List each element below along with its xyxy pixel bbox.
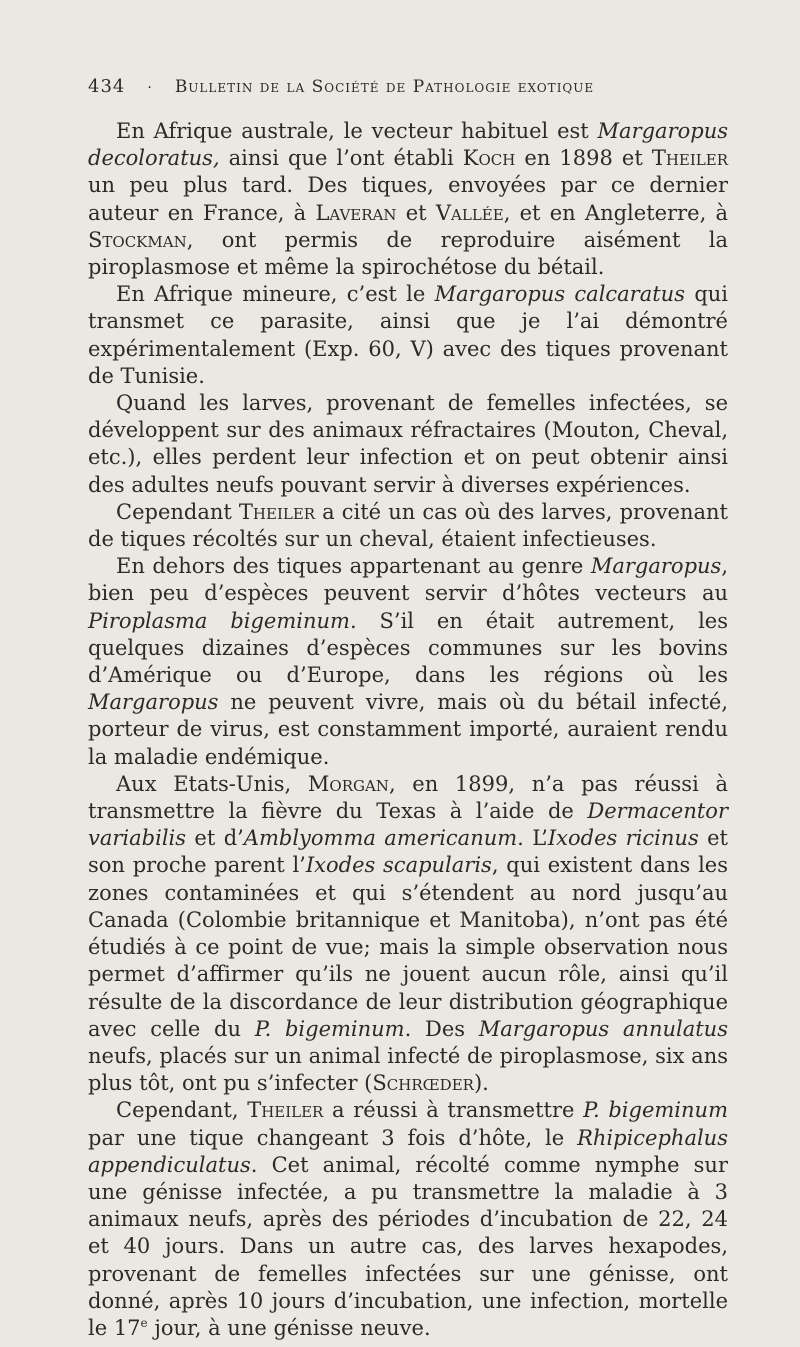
author-name: Stockman — [88, 227, 187, 252]
italic-run: P. bigeminum — [254, 1016, 405, 1041]
author-name: Laveran — [315, 200, 397, 225]
text-run: , ont permis de reproduire aisément la piroplasmose et même la spirochétose du bétail. — [88, 227, 728, 280]
text-run: En Afrique mineure, c’est le — [116, 282, 435, 307]
text-run: ). — [473, 1071, 489, 1096]
text-run: En dehors des tiques appartenant au genre — [116, 554, 591, 579]
text-run: Cependant, — [116, 1098, 248, 1123]
italic-run: P. bigeminum — [583, 1098, 728, 1123]
body-text — [88, 118, 728, 1342]
text-run: ne peuvent vivre, mais où du bétail infecté, porteur de virus, est constamment importé, auraient rendu la maladie endémique. — [88, 690, 728, 769]
text-run: , en 1899, n’a pas réussi à transmettre la fièvre du Texas à l’aide de — [88, 771, 728, 824]
text-run: et d’ — [186, 826, 244, 851]
text-run: a cité un cas où des larves, provenant de tiques récoltés sur un cheval, étaient infectieuses. — [88, 499, 728, 552]
italic-run: Amblyomma americanum — [243, 826, 518, 851]
italic-run: Margaropus — [590, 554, 722, 579]
italic-run: Dermacentor variabilis — [88, 799, 728, 851]
paragraph — [88, 118, 728, 281]
text-run: . Des — [404, 1016, 479, 1041]
italic-run: Margaropus annulatus — [478, 1016, 728, 1041]
text-run: en 1898 et — [515, 146, 652, 171]
italic-run: Margaropus — [88, 690, 219, 715]
author-name: Theiler — [247, 1098, 324, 1123]
text-run: par une tique changeant 3 fois d’hôte, le — [88, 1125, 578, 1150]
author-name: Vallée — [435, 200, 504, 225]
author-name: Theiler — [238, 499, 316, 524]
text-run: Cependant — [116, 499, 239, 524]
header-separator: · — [147, 80, 153, 96]
text-run: En Afrique australe, le vecteur habituel est — [116, 119, 598, 143]
text-run: un peu plus tard. Des tiques, envoyées par ce dernier auteur en France, à — [88, 173, 728, 225]
italic-run: Margaropus decoloratus, — [88, 119, 728, 171]
running-header — [88, 76, 728, 97]
italic-run: Ixodes scapularis — [305, 853, 492, 878]
paragraph — [88, 553, 728, 771]
italic-run: Rhipicephalus appendiculatus — [88, 1125, 728, 1177]
paragraph — [88, 1097, 728, 1342]
text-run: ainsi que l’ont établi — [219, 146, 463, 171]
author-name: Schrœder — [372, 1071, 474, 1096]
text-run: Quand les larves, provenant de femelles infectées, se développent sur des animaux réfractaires (Mouton, Cheval, etc.), elles perdent leur infection et on peut obtenir ainsi des adultes neufs pouvant servir à diverses expériences. — [88, 391, 728, 497]
text-run: a réussi à transmettre — [323, 1098, 584, 1123]
text-run: Aux Etats-Unis, — [116, 771, 308, 796]
text-run: neufs, placés sur un animal infecté de piroplasmose, six ans plus tôt, ont pu s’infecter ( — [88, 1043, 728, 1096]
text-run: . Cet animal, récolté comme nymphe sur une génisse infectée, a pu transmettre la maladie à 3 animaux neufs, après des périodes d’incubation de 22, 24 et 40 jours. Dans un autre cas, des larves hexapodes, provenant de femelles infectées sur une génisse, ont donné, après 10 jours d’incubation, une infection, mortelle le 17 — [88, 1152, 728, 1340]
text-run: et — [396, 200, 436, 225]
text-run: . L’ — [517, 826, 548, 851]
paragraph — [88, 499, 728, 553]
paragraph — [88, 281, 728, 390]
italic-run: Margaropus calcaratus — [434, 282, 685, 307]
author-name: Theiler — [651, 146, 728, 171]
italic-run: Ixodes ricinus — [547, 826, 699, 851]
page-number: 434 — [88, 76, 126, 97]
italic-run: Piroplasma bigeminum — [88, 608, 350, 633]
paragraph — [88, 771, 728, 1097]
paragraph — [88, 390, 728, 499]
text-run: , et en Angleterre, à — [503, 200, 729, 225]
author-name: Koch — [462, 146, 516, 171]
journal-title: Bulletin de la Société de Pathologie exotique — [174, 77, 595, 97]
text-run: , bien peu d’espèces peuvent servir d’hôtes vecteurs au — [88, 554, 728, 606]
author-name: Morgan — [307, 771, 389, 796]
superscript: e — [140, 1315, 148, 1330]
text-run: qui transmet ce parasite, ainsi que je l’ai démontré expérimentalement (Exp. 60, V) avec des tiques provenant de Tunisie. — [88, 282, 728, 388]
text-run: . S’il en était autrement, les quelques dizaines d’espèces communes sur les bovins d’Amérique ou d’Europe, dans les régions où les — [88, 608, 728, 688]
text-run: jour, à une génisse neuve. — [147, 1315, 431, 1340]
text-run: et son proche parent l’ — [88, 826, 728, 878]
text-run: , qui existent dans les zones contaminées et qui s’étendent au nord jusqu’au Canada (Colombie britannique et Manitoba), n’ont pas été étudiés à ce point de vue; mais la simple observation nous permet d’affirmer qu’ils ne jouent aucun rôle, ainsi qu’il résulte de la discordance de leur distribution géographique avec celle du — [88, 853, 728, 1041]
